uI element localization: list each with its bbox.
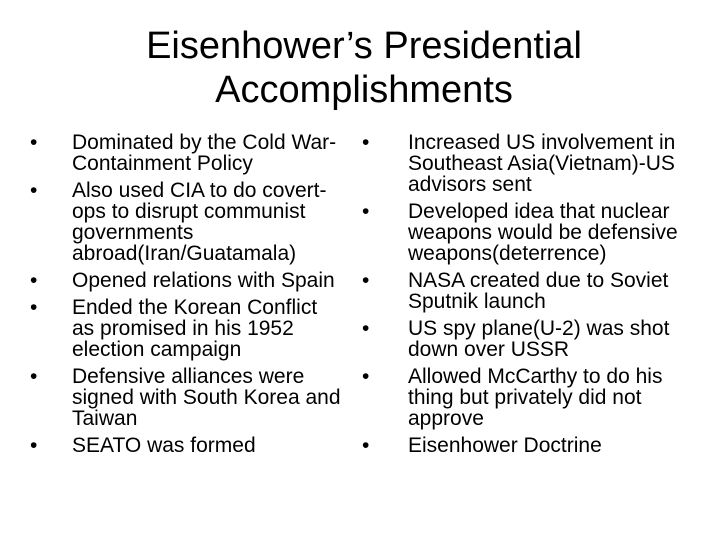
bullet-icon bbox=[360, 318, 404, 339]
right-bullet-list bbox=[360, 132, 704, 462]
bullet-text: Allowed McCarthy to do his thing but privately did not approve bbox=[408, 365, 663, 430]
bullet-item bbox=[28, 435, 344, 456]
bullet-icon bbox=[28, 270, 72, 291]
bullet-icon bbox=[28, 366, 72, 387]
bullet-icon bbox=[360, 366, 404, 387]
bullet-item bbox=[360, 366, 704, 429]
bullet-icon bbox=[360, 270, 404, 291]
bullet-text: Dominated by the Cold War-Containment Policy bbox=[72, 131, 337, 175]
slide-title-line-2: Accomplishments bbox=[215, 69, 513, 111]
bullet-icon bbox=[28, 435, 72, 456]
bullet-item bbox=[28, 180, 344, 264]
bullet-icon bbox=[360, 201, 404, 222]
bullet-item bbox=[360, 132, 704, 195]
bullet-item bbox=[360, 201, 704, 264]
bullet-item bbox=[360, 270, 704, 312]
bullet-icon bbox=[28, 132, 72, 153]
bullet-item bbox=[28, 297, 344, 360]
bullet-text: SEATO was formed bbox=[72, 434, 256, 457]
bullet-text: Eisenhower Doctrine bbox=[408, 434, 602, 457]
bullet-item bbox=[360, 318, 704, 360]
slide-title-line-1: Eisenhower’s Presidential bbox=[146, 25, 582, 67]
bullet-item bbox=[360, 435, 704, 456]
slide-title bbox=[0, 24, 728, 112]
bullet-text: Defensive alliances were signed with South Korea and Taiwan bbox=[72, 365, 341, 430]
bullet-text: Increased US involvement in Southeast Asia(Vietnam)-US advisors sent bbox=[408, 131, 676, 196]
bullet-text: Also used CIA to do covert-ops to disrupt communist governments abroad(Iran/Guatamala) bbox=[72, 179, 327, 265]
bullet-text: Ended the Korean Conflict as promised in his 1952 election campaign bbox=[72, 296, 318, 361]
bullet-icon bbox=[28, 297, 72, 318]
bullet-item bbox=[28, 132, 344, 174]
bullet-text: US spy plane(U-2) was shot down over USSR bbox=[408, 317, 670, 361]
bullet-text: Developed idea that nuclear weapons would be defensive weapons(deterrence) bbox=[408, 200, 678, 265]
bullet-item bbox=[28, 270, 344, 291]
bullet-icon bbox=[360, 132, 404, 153]
bullet-text: Opened relations with Spain bbox=[72, 269, 335, 292]
bullet-item bbox=[28, 366, 344, 429]
bullet-icon bbox=[360, 435, 404, 456]
bullet-icon bbox=[28, 180, 72, 201]
bullet-text: NASA created due to Soviet Sputnik launch bbox=[408, 269, 669, 313]
left-bullet-list bbox=[28, 132, 344, 462]
